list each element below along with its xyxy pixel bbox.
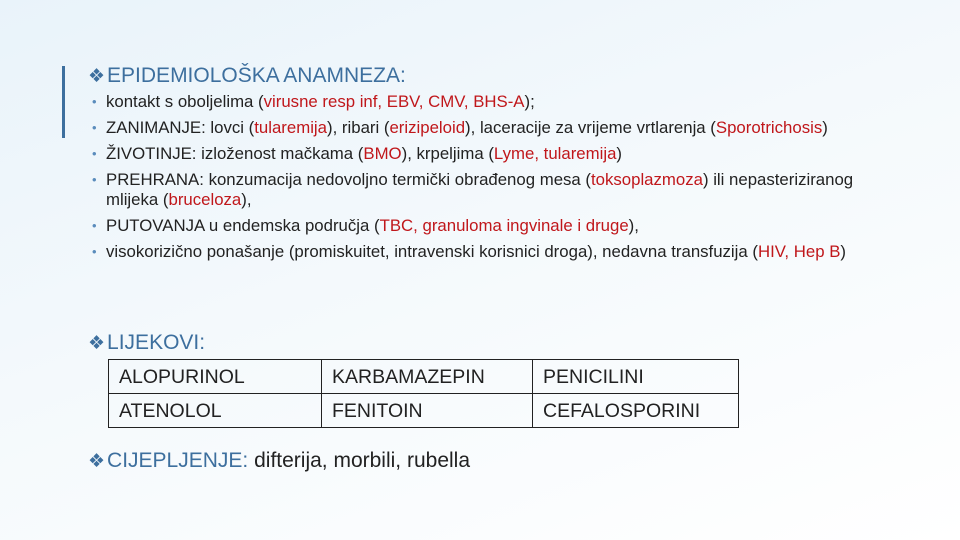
list-item	[92, 118, 872, 138]
highlight-text: Lyme, tularemija	[493, 144, 617, 163]
highlight-text: tularemija	[254, 118, 327, 137]
item-text: ),	[628, 216, 639, 235]
highlight-text: bruceloza	[168, 190, 242, 209]
list-item	[92, 242, 872, 262]
table-cell: ATENOLOL	[109, 394, 322, 428]
item-text: )	[840, 242, 846, 261]
item-text: PREHRANA: konzumacija nedovoljno termički obrađenog mesa (	[106, 170, 592, 189]
highlight-text: BMO	[363, 144, 402, 163]
table-cell: ALOPURINOL	[109, 360, 322, 394]
item-text: );	[524, 92, 535, 111]
table-cell: CEFALOSPORINI	[533, 394, 739, 428]
bullet-dot-icon: •	[92, 244, 97, 259]
epidemiology-title: EPIDEMIOLOŠKA ANAMNEZA:	[107, 64, 406, 87]
bullet-dot-icon: •	[92, 94, 97, 109]
highlight-text: erizipeloid	[389, 118, 466, 137]
vaccination-text: difterija, morbili, rubella	[248, 449, 471, 472]
highlight-text: TBC, granuloma ingvinale i druge	[379, 216, 629, 235]
item-text: ), laceracije za vrijeme vrtlarenja (	[465, 118, 716, 137]
item-text: kontakt s oboljelima (	[106, 92, 264, 111]
table-cell: PENICILINI	[533, 360, 739, 394]
vaccination-title: CIJEPLJENJE:	[107, 449, 249, 472]
bullet-dot-icon: •	[92, 218, 97, 233]
highlight-text: toksoplazmoza	[591, 170, 703, 189]
highlight-text: virusne resp inf, EBV, CMV, BHS-A	[263, 92, 525, 111]
item-text: ),	[241, 190, 252, 209]
list-item	[92, 92, 872, 112]
table-row	[109, 394, 739, 428]
bullet-dot-icon: •	[92, 146, 97, 161]
bullet-dot-icon: •	[92, 120, 97, 135]
list-item	[92, 170, 872, 210]
item-text: PUTOVANJA u endemska područja (	[106, 216, 380, 235]
table-row	[109, 360, 739, 394]
item-text: ŽIVOTINJE: izloženost mačkama (	[106, 144, 364, 163]
drugs-title: LIJEKOVI:	[107, 331, 206, 354]
bullet-dot-icon: •	[92, 172, 97, 187]
list-item	[92, 144, 872, 164]
anamnesis-list	[92, 92, 872, 268]
epidemiology-heading	[88, 64, 406, 88]
item-text: visokorizično ponašanje (promiskuitet, intravenski korisnici droga), nedavna transfuzija (	[106, 242, 758, 261]
item-text: )	[616, 144, 622, 163]
highlight-text: Sporotrichosis	[715, 118, 823, 137]
accent-bar	[62, 66, 65, 138]
diamond-bullet-icon: ❖	[88, 451, 106, 472]
item-text: ZANIMANJE: lovci (	[106, 118, 255, 137]
drugs-heading	[88, 331, 205, 355]
diamond-bullet-icon: ❖	[88, 66, 106, 87]
item-text: ), krpeljima (	[401, 144, 494, 163]
drug-table	[108, 359, 739, 428]
list-item	[92, 216, 872, 236]
item-text: ) ili nepasteriziranog mlijeka (	[106, 170, 854, 209]
vaccination-heading	[88, 449, 470, 473]
item-text: )	[822, 118, 828, 137]
item-text: ), ribari (	[327, 118, 390, 137]
table-cell: KARBAMAZEPIN	[322, 360, 533, 394]
diamond-bullet-icon: ❖	[88, 333, 106, 354]
highlight-text: HIV, Hep B	[757, 242, 841, 261]
table-cell: FENITOIN	[322, 394, 533, 428]
